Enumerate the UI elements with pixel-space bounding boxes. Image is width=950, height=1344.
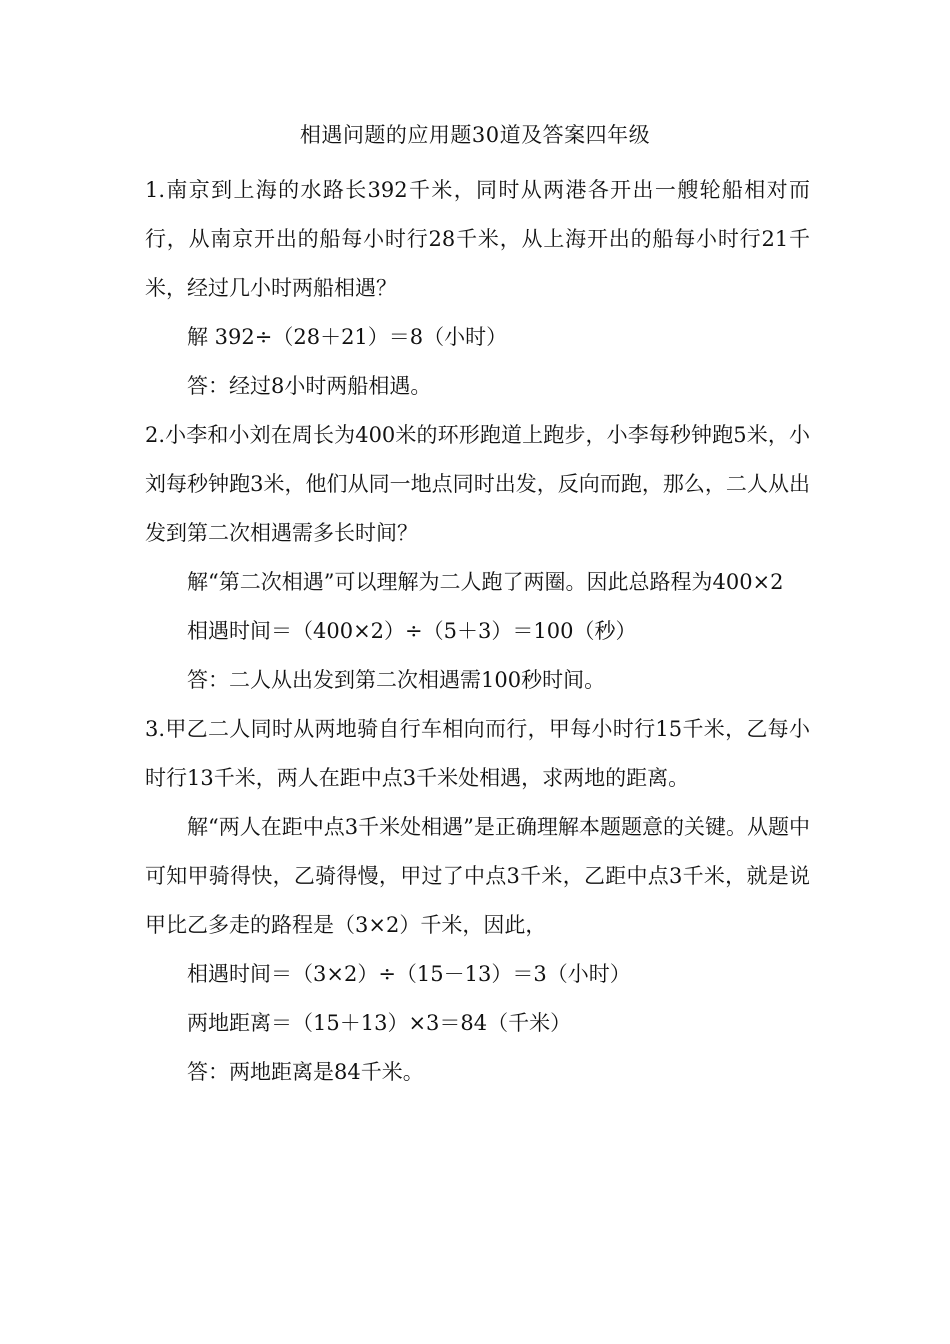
- answer-3: 答：两地距离是84千米。: [187, 1060, 424, 1084]
- solution-2-equation: 相遇时间＝（400×2）÷（5＋3）＝100（秒）: [187, 619, 637, 643]
- document-body: [145, 166, 810, 1097]
- question-2: 2.小李和小刘在周长为400米的环形跑道上跑步，小李每秒钟跑5米，小刘每秒钟跑3米，他们从同一地点同时出发，反向而跑，那么，二人从出发到第二次相遇需多长时间？: [145, 423, 810, 545]
- answer-1: 答：经过8小时两船相遇。: [187, 374, 432, 398]
- solution-2: 解“第二次相遇”可以理解为二人跑了两圈。因此总路程为400×2: [187, 570, 784, 594]
- question-1: 1.南京到上海的水路长392千米，同时从两港各开出一艘轮船相对而行，从南京开出的船每小时行28千米，从上海开出的船每小时行21千米，经过几小时两船相遇？: [145, 178, 810, 300]
- solution-3: 解“两人在距中点3千米处相遇”是正确理解本题题意的关键。从题中可知甲骑得快，乙骑得慢，甲过了中点3千米，乙距中点3千米，就是说甲比乙多走的路程是（3×2）千米，因此，: [145, 815, 810, 937]
- solution-1: 解 392÷（28＋21）＝8（小时）: [187, 325, 508, 349]
- solution-3-equation-distance: 两地距离＝（15＋13）×3＝84（千米）: [187, 1011, 572, 1035]
- answer-2: 答：二人从出发到第二次相遇需100秒时间。: [187, 668, 606, 692]
- question-3: 3.甲乙二人同时从两地骑自行车相向而行，甲每小时行15千米，乙每小时行13千米，两人在距中点3千米处相遇，求两地的距离。: [145, 717, 810, 790]
- document-title: 相遇问题的应用题30道及答案四年级: [299, 123, 651, 147]
- solution-3-equation-time: 相遇时间＝（3×2）÷（15－13）＝3（小时）: [187, 962, 631, 986]
